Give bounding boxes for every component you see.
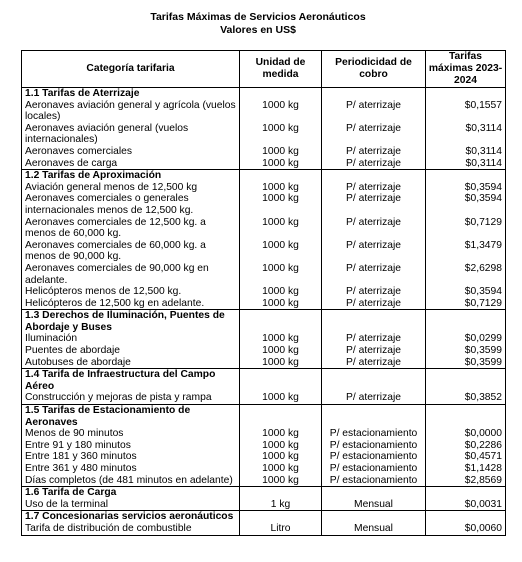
category-cell: Aeronaves comerciales de 90,000 kg en adelante. — [22, 263, 240, 286]
periodicity-cell: P/ aterrizaje — [322, 263, 426, 286]
tariff-table — [21, 50, 506, 536]
document-title: Tarifas Máximas de Servicios Aeronáuticos — [150, 11, 366, 23]
rate-cell: $0,3594 — [426, 182, 506, 194]
periodicity-cell: P/ estacionamiento — [322, 463, 426, 475]
unit-cell: 1000 kg — [240, 193, 322, 216]
unit-cell: 1000 kg — [240, 440, 322, 452]
rate-cell: $0,3114 — [426, 158, 506, 170]
rate-cell: $0,0299 — [426, 333, 506, 345]
category-cell: Helicópteros menos de 12,500 kg. — [22, 286, 240, 298]
category-cell: Aeronaves comerciales o generales internacionales menos de 12,500 kg. — [22, 193, 240, 216]
rate-cell: $0,3594 — [426, 193, 506, 216]
table-row — [22, 475, 506, 487]
periodicity-cell: Mensual — [322, 499, 426, 511]
table-row — [22, 440, 506, 452]
periodicity-cell: P/ aterrizaje — [322, 392, 426, 404]
category-cell: Aeronaves comerciales — [22, 146, 240, 158]
table-row — [22, 499, 506, 511]
table-row — [22, 345, 506, 357]
header-unit: Unidad de medida — [240, 51, 322, 88]
table-row — [22, 357, 506, 369]
unit-cell: 1000 kg — [240, 263, 322, 286]
table-row — [22, 463, 506, 475]
section-header-row — [22, 487, 506, 499]
unit-cell: 1000 kg — [240, 286, 322, 298]
periodicity-cell: P/ aterrizaje — [322, 298, 426, 310]
periodicity-cell: Mensual — [322, 523, 426, 535]
unit-cell: 1000 kg — [240, 158, 322, 170]
category-cell: Iluminación — [22, 333, 240, 345]
rate-cell: $0,3114 — [426, 146, 506, 158]
category-cell: Días completos (de 481 minutos en adelante) — [22, 475, 240, 487]
section-empty-cell — [426, 511, 506, 523]
periodicity-cell: P/ aterrizaje — [322, 240, 426, 263]
unit-cell: 1000 kg — [240, 240, 322, 263]
category-cell: Aeronaves comerciales de 12,500 kg. a menos de 60,000 kg. — [22, 217, 240, 240]
table-row — [22, 146, 506, 158]
document-subtitle: Valores en US$ — [220, 24, 296, 36]
section-title: 1.5 Tarifas de Estacionamiento de Aeronaves — [22, 405, 240, 429]
document-heading — [0, 11, 522, 37]
header-periodicity: Periodicidad de cobro — [322, 51, 426, 88]
unit-cell: 1000 kg — [240, 475, 322, 487]
table-row — [22, 451, 506, 463]
table-row — [22, 523, 506, 535]
rate-cell: $0,3599 — [426, 345, 506, 357]
section-empty-cell — [426, 487, 506, 499]
section-empty-cell — [240, 405, 322, 429]
category-cell: Menos de 90 minutos — [22, 428, 240, 440]
periodicity-cell: P/ estacionamiento — [322, 428, 426, 440]
table-row — [22, 428, 506, 440]
section-empty-cell — [240, 88, 322, 100]
section-empty-cell — [322, 170, 426, 182]
section-header-row — [22, 369, 506, 393]
rate-cell: $0,0031 — [426, 499, 506, 511]
rate-cell: $0,3852 — [426, 392, 506, 404]
unit-cell: 1000 kg — [240, 146, 322, 158]
unit-cell: 1000 kg — [240, 451, 322, 463]
section-header-row — [22, 511, 506, 523]
section-empty-cell — [426, 170, 506, 182]
section-title: 1.3 Derechos de Iluminación, Puentes de Abordaje y Buses — [22, 310, 240, 334]
rate-cell: $0,1557 — [426, 100, 506, 123]
section-empty-cell — [240, 170, 322, 182]
section-empty-cell — [426, 405, 506, 429]
unit-cell: Litro — [240, 523, 322, 535]
table-row — [22, 182, 506, 194]
section-header-row — [22, 88, 506, 100]
rate-cell: $0,0000 — [426, 428, 506, 440]
periodicity-cell: P/ aterrizaje — [322, 217, 426, 240]
category-cell: Aeronaves de carga — [22, 158, 240, 170]
section-empty-cell — [322, 405, 426, 429]
category-cell: Aviación general menos de 12,500 kg — [22, 182, 240, 194]
rate-cell: $1,3479 — [426, 240, 506, 263]
rate-cell: $0,2286 — [426, 440, 506, 452]
rate-cell: $0,3594 — [426, 286, 506, 298]
category-cell: Aeronaves aviación general y agrícola (vuelos locales) — [22, 100, 240, 123]
periodicity-cell: P/ aterrizaje — [322, 182, 426, 194]
category-cell: Autobuses de abordaje — [22, 357, 240, 369]
periodicity-cell: P/ aterrizaje — [322, 333, 426, 345]
section-empty-cell — [240, 369, 322, 393]
section-empty-cell — [322, 369, 426, 393]
section-title: 1.2 Tarifas de Aproximación — [22, 170, 240, 182]
section-empty-cell — [426, 369, 506, 393]
table-row — [22, 193, 506, 216]
periodicity-cell: P/ aterrizaje — [322, 193, 426, 216]
periodicity-cell: P/ estacionamiento — [322, 475, 426, 487]
category-cell: Puentes de abordaje — [22, 345, 240, 357]
category-cell: Tarifa de distribución de combustible — [22, 523, 240, 535]
periodicity-cell: P/ aterrizaje — [322, 100, 426, 123]
table-row — [22, 333, 506, 345]
unit-cell: 1000 kg — [240, 298, 322, 310]
table-header-row — [22, 51, 506, 88]
table-row — [22, 240, 506, 263]
section-title: 1.1 Tarifas de Aterrizaje — [22, 88, 240, 100]
section-empty-cell — [322, 511, 426, 523]
table-row — [22, 286, 506, 298]
unit-cell: 1000 kg — [240, 217, 322, 240]
category-cell: Aeronaves aviación general (vuelos internacionales) — [22, 123, 240, 146]
section-title: 1.6 Tarifa de Carga — [22, 487, 240, 499]
rate-cell: $0,4571 — [426, 451, 506, 463]
periodicity-cell: P/ aterrizaje — [322, 345, 426, 357]
category-cell: Aeronaves comerciales de 60,000 kg. a menos de 90,000 kg. — [22, 240, 240, 263]
section-empty-cell — [322, 310, 426, 334]
section-empty-cell — [322, 487, 426, 499]
section-empty-cell — [240, 511, 322, 523]
rate-cell: $1,1428 — [426, 463, 506, 475]
header-category: Categoría tarifaria — [22, 51, 240, 88]
header-rates: Tarifas máximas 2023-2024 — [426, 51, 506, 88]
section-empty-cell — [240, 310, 322, 334]
unit-cell: 1000 kg — [240, 357, 322, 369]
periodicity-cell: P/ estacionamiento — [322, 440, 426, 452]
category-cell: Construcción y mejoras de pista y rampa — [22, 392, 240, 404]
rate-cell: $0,0060 — [426, 523, 506, 535]
periodicity-cell: P/ aterrizaje — [322, 123, 426, 146]
unit-cell: 1000 kg — [240, 182, 322, 194]
unit-cell: 1000 kg — [240, 392, 322, 404]
category-cell: Entre 361 y 480 minutos — [22, 463, 240, 475]
rate-cell: $2,8569 — [426, 475, 506, 487]
category-cell: Entre 181 y 360 minutos — [22, 451, 240, 463]
section-empty-cell — [426, 88, 506, 100]
unit-cell: 1000 kg — [240, 123, 322, 146]
table-row — [22, 263, 506, 286]
table-row — [22, 158, 506, 170]
periodicity-cell: P/ estacionamiento — [322, 451, 426, 463]
unit-cell: 1000 kg — [240, 463, 322, 475]
table-row — [22, 392, 506, 404]
category-cell: Uso de la terminal — [22, 499, 240, 511]
unit-cell: 1000 kg — [240, 428, 322, 440]
table-row — [22, 123, 506, 146]
tariff-table-body — [22, 88, 506, 536]
category-cell: Helicópteros de 12,500 kg en adelante. — [22, 298, 240, 310]
periodicity-cell: P/ aterrizaje — [322, 158, 426, 170]
rate-cell: $0,7129 — [426, 217, 506, 240]
section-empty-cell — [240, 487, 322, 499]
periodicity-cell: P/ aterrizaje — [322, 286, 426, 298]
category-cell: Entre 91 y 180 minutos — [22, 440, 240, 452]
table-row — [22, 217, 506, 240]
unit-cell: 1 kg — [240, 499, 322, 511]
periodicity-cell: P/ aterrizaje — [322, 146, 426, 158]
rate-cell: $0,3599 — [426, 357, 506, 369]
unit-cell: 1000 kg — [240, 100, 322, 123]
section-title: 1.7 Concesionarias servicios aeronáuticos — [22, 511, 240, 523]
unit-cell: 1000 kg — [240, 345, 322, 357]
rate-cell: $0,3114 — [426, 123, 506, 146]
rate-cell: $0,7129 — [426, 298, 506, 310]
section-empty-cell — [426, 310, 506, 334]
section-header-row — [22, 310, 506, 334]
section-header-row — [22, 405, 506, 429]
section-empty-cell — [322, 88, 426, 100]
periodicity-cell: P/ aterrizaje — [322, 357, 426, 369]
table-row — [22, 298, 506, 310]
section-title: 1.4 Tarifa de Infraestructura del Campo Aéreo — [22, 369, 240, 393]
rate-cell: $2,6298 — [426, 263, 506, 286]
section-header-row — [22, 170, 506, 182]
table-row — [22, 100, 506, 123]
unit-cell: 1000 kg — [240, 333, 322, 345]
